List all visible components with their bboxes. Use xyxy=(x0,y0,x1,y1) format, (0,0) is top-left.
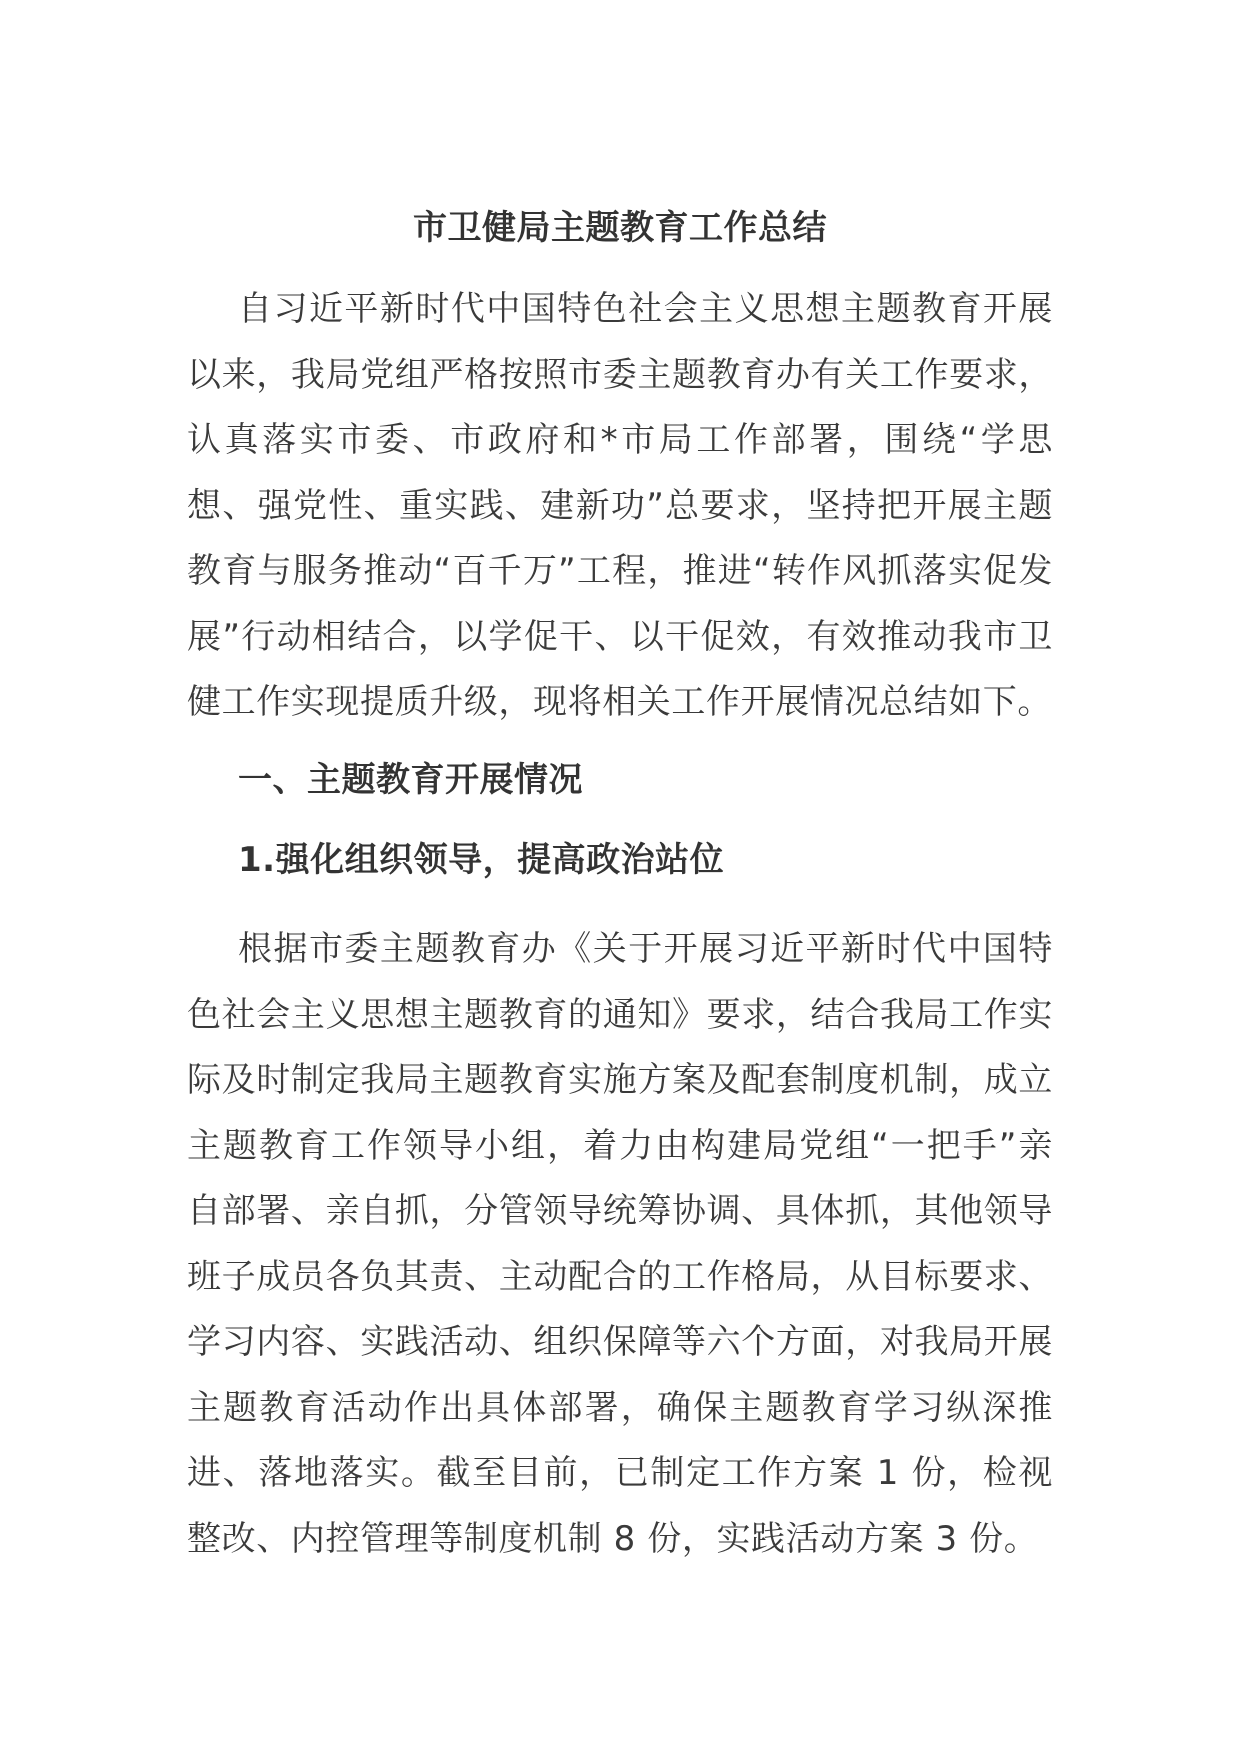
intro-paragraph: 自习近平新时代中国特色社会主义思想主题教育开展以来，我局党组严格按照市委主题教育办有关工作要求，认真落实市委、市政府和*市局工作部署，围绕“学思想、强党性、重实践、建新功”总要求，坚持把开展主题教育与服务推动“百千万”工程，推进“转作风抓落实促发展”行动相结合，以学促干、以干促效，有效推动我市卫健工作实现提质升级，现将相关工作开展情况总结如下。 xyxy=(187,289,1053,722)
section-heading: 一、主题教育开展情况 xyxy=(238,760,583,800)
body-paragraph: 根据市委主题教育办《关于开展习近平新时代中国特色社会主义思想主题教育的通知》要求，结合我局工作实际及时制定我局主题教育实施方案及配套制度机制，成立主题教育工作领导小组，着力由构建局党组“一把手”亲自部署、亲自抓，分管领导统筹协调、具体抓，其他领导班子成员各负其责、主动配合的工作格局，从目标要求、学习内容、实践活动、组织保障等六个方面，对我局开展主题教育活动作出具体部署，确保主题教育学习纵深推进、落地落实。截至目前，已制定工作方案 1 份，检视整改、内控管理等制度机制 8 份，实践活动方案 3 份。 xyxy=(187,929,1053,1559)
subsection-heading: 1.强化组织领导，提高政治站位 xyxy=(238,840,725,880)
document-title: 市卫健局主题教育工作总结 xyxy=(413,208,827,248)
